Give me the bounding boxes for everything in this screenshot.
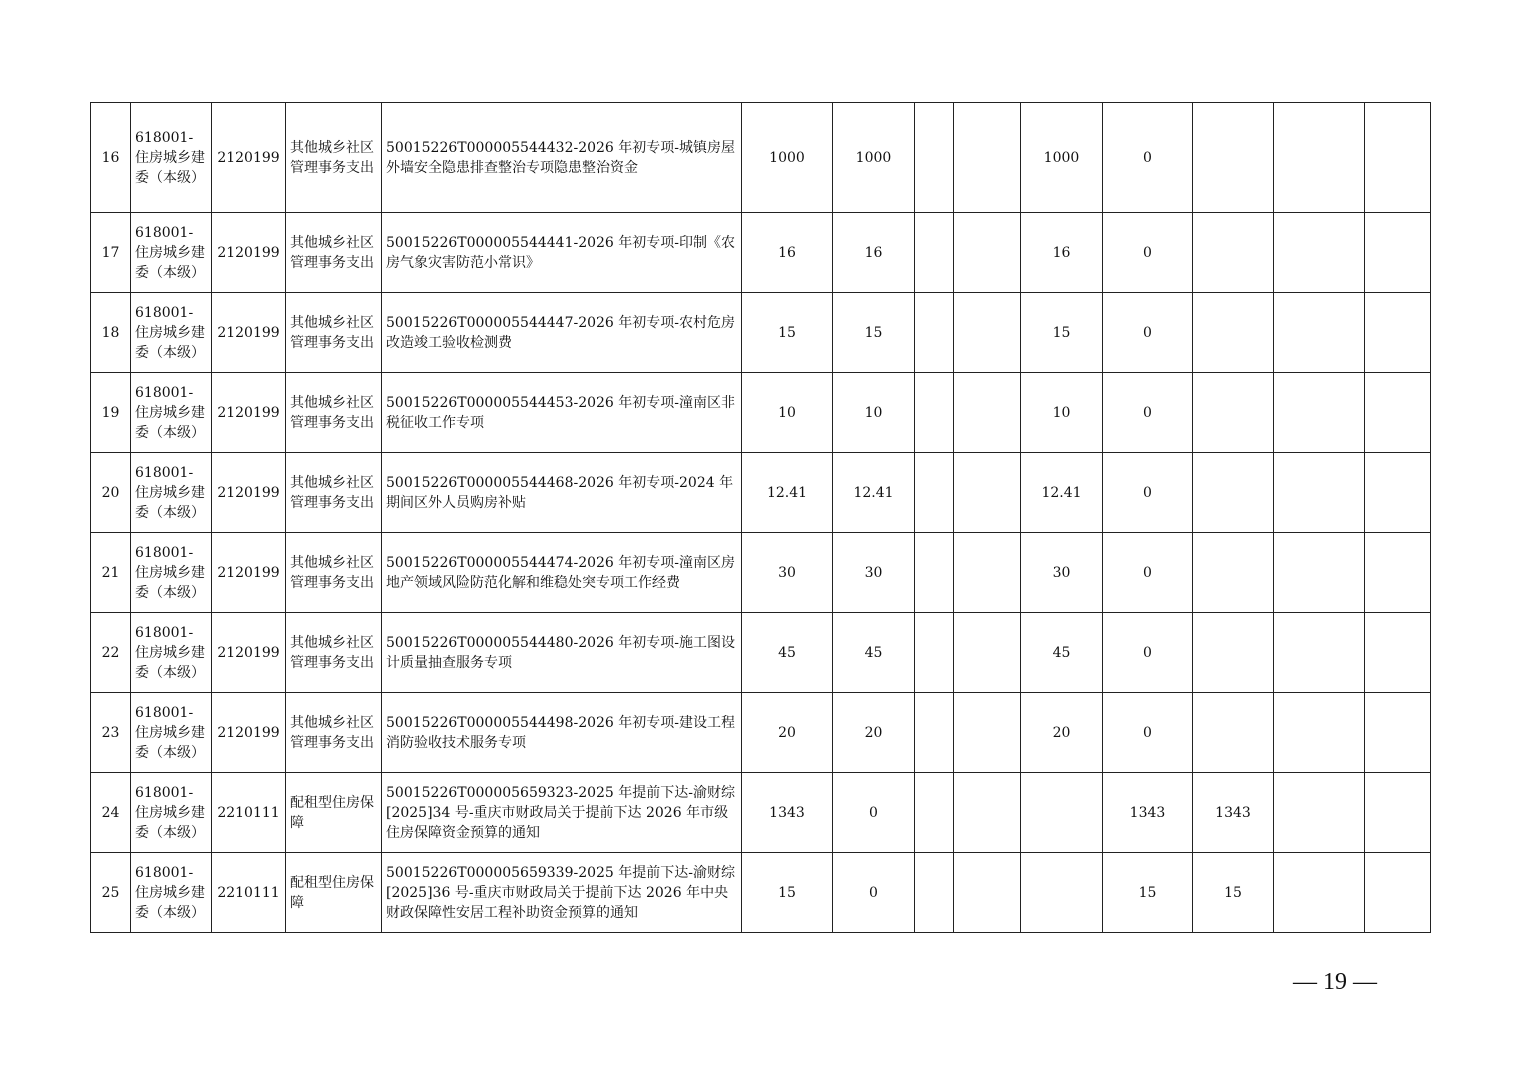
- table-row: [91, 213, 1431, 293]
- amount-cell-5: 10: [1021, 373, 1103, 453]
- amount-cell-9: [1365, 853, 1431, 933]
- amount-cell-5: 16: [1021, 213, 1103, 293]
- table-row: [91, 103, 1431, 213]
- table-row: [91, 293, 1431, 373]
- amount-cell-2: 15: [833, 293, 915, 373]
- amount-cell-7: [1193, 103, 1274, 213]
- subject-code-cell: 2120199: [212, 213, 286, 293]
- amount-cell-5: 15: [1021, 293, 1103, 373]
- amount-cell-2: 20: [833, 693, 915, 773]
- amount-cell-6: 0: [1103, 373, 1193, 453]
- table-row: [91, 853, 1431, 933]
- amount-cell-1: 10: [742, 373, 833, 453]
- amount-cell-2: 0: [833, 773, 915, 853]
- amount-cell-7: 1343: [1193, 773, 1274, 853]
- subject-name-cell: 其他城乡社区管理事务支出: [286, 213, 382, 293]
- amount-cell-6: 0: [1103, 693, 1193, 773]
- amount-cell-4: [954, 103, 1021, 213]
- amount-cell-1: 16: [742, 213, 833, 293]
- table-row: [91, 693, 1431, 773]
- amount-cell-8: [1274, 293, 1365, 373]
- project-name-cell: 50015226T000005659323-2025 年提前下达-渝财综[2025]34 号-重庆市财政局关于提前下达 2026 年市级住房保障资金预算的通知: [382, 773, 742, 853]
- amount-cell-9: [1365, 293, 1431, 373]
- amount-cell-9: [1365, 103, 1431, 213]
- amount-cell-8: [1274, 693, 1365, 773]
- amount-cell-6: 15: [1103, 853, 1193, 933]
- amount-cell-9: [1365, 373, 1431, 453]
- amount-cell-1: 45: [742, 613, 833, 693]
- amount-cell-9: [1365, 213, 1431, 293]
- amount-cell-1: 1343: [742, 773, 833, 853]
- amount-cell-6: 0: [1103, 613, 1193, 693]
- amount-cell-7: [1193, 293, 1274, 373]
- amount-cell-4: [954, 853, 1021, 933]
- unit-cell: 618001-住房城乡建委（本级）: [131, 293, 212, 373]
- amount-cell-7: [1193, 373, 1274, 453]
- amount-cell-3: [915, 613, 954, 693]
- project-name-cell: 50015226T000005544441-2026 年初专项-印制《农房气象灾害防范小常识》: [382, 213, 742, 293]
- subject-name-cell: 其他城乡社区管理事务支出: [286, 533, 382, 613]
- table-row: [91, 453, 1431, 533]
- amount-cell-1: 12.41: [742, 453, 833, 533]
- project-name-cell: 50015226T000005544480-2026 年初专项-施工图设计质量抽查服务专项: [382, 613, 742, 693]
- amount-cell-9: [1365, 773, 1431, 853]
- amount-cell-7: [1193, 533, 1274, 613]
- subject-name-cell: 其他城乡社区管理事务支出: [286, 293, 382, 373]
- row-number-cell: 17: [91, 213, 131, 293]
- subject-code-cell: 2210111: [212, 773, 286, 853]
- subject-code-cell: 2120199: [212, 103, 286, 213]
- project-name-cell: 50015226T000005544474-2026 年初专项-潼南区房地产领域风险防范化解和维稳处突专项工作经费: [382, 533, 742, 613]
- amount-cell-4: [954, 373, 1021, 453]
- unit-cell: 618001-住房城乡建委（本级）: [131, 453, 212, 533]
- subject-name-cell: 其他城乡社区管理事务支出: [286, 103, 382, 213]
- unit-cell: 618001-住房城乡建委（本级）: [131, 213, 212, 293]
- unit-cell: 618001-住房城乡建委（本级）: [131, 613, 212, 693]
- amount-cell-5: 20: [1021, 693, 1103, 773]
- budget-table: [90, 102, 1431, 933]
- row-number-cell: 22: [91, 613, 131, 693]
- amount-cell-7: 15: [1193, 853, 1274, 933]
- subject-code-cell: 2120199: [212, 533, 286, 613]
- amount-cell-9: [1365, 453, 1431, 533]
- amount-cell-2: 45: [833, 613, 915, 693]
- amount-cell-7: [1193, 613, 1274, 693]
- project-name-cell: 50015226T000005544468-2026 年初专项-2024 年期间区外人员购房补贴: [382, 453, 742, 533]
- unit-cell: 618001-住房城乡建委（本级）: [131, 533, 212, 613]
- amount-cell-3: [915, 373, 954, 453]
- table-body: [91, 103, 1431, 933]
- row-number-cell: 25: [91, 853, 131, 933]
- row-number-cell: 18: [91, 293, 131, 373]
- amount-cell-4: [954, 773, 1021, 853]
- amount-cell-6: 0: [1103, 213, 1193, 293]
- amount-cell-2: 16: [833, 213, 915, 293]
- unit-cell: 618001-住房城乡建委（本级）: [131, 773, 212, 853]
- amount-cell-8: [1274, 613, 1365, 693]
- amount-cell-9: [1365, 693, 1431, 773]
- amount-cell-4: [954, 213, 1021, 293]
- subject-name-cell: 其他城乡社区管理事务支出: [286, 693, 382, 773]
- amount-cell-7: [1193, 453, 1274, 533]
- amount-cell-5: [1021, 773, 1103, 853]
- amount-cell-3: [915, 693, 954, 773]
- amount-cell-2: 1000: [833, 103, 915, 213]
- project-name-cell: 50015226T000005659339-2025 年提前下达-渝财综[2025]36 号-重庆市财政局关于提前下达 2026 年中央财政保障性安居工程补助资金预算的通知: [382, 853, 742, 933]
- subject-name-cell: 配租型住房保障: [286, 853, 382, 933]
- amount-cell-8: [1274, 773, 1365, 853]
- subject-code-cell: 2120199: [212, 293, 286, 373]
- subject-code-cell: 2120199: [212, 693, 286, 773]
- table-row: [91, 533, 1431, 613]
- amount-cell-5: 1000: [1021, 103, 1103, 213]
- project-name-cell: 50015226T000005544447-2026 年初专项-农村危房改造竣工验收检测费: [382, 293, 742, 373]
- subject-code-cell: 2210111: [212, 853, 286, 933]
- amount-cell-7: [1193, 693, 1274, 773]
- table-row: [91, 613, 1431, 693]
- amount-cell-2: 30: [833, 533, 915, 613]
- amount-cell-6: 0: [1103, 293, 1193, 373]
- unit-cell: 618001-住房城乡建委（本级）: [131, 693, 212, 773]
- amount-cell-9: [1365, 613, 1431, 693]
- amount-cell-4: [954, 453, 1021, 533]
- row-number-cell: 19: [91, 373, 131, 453]
- amount-cell-6: 0: [1103, 533, 1193, 613]
- amount-cell-6: 0: [1103, 103, 1193, 213]
- unit-cell: 618001-住房城乡建委（本级）: [131, 103, 212, 213]
- row-number-cell: 16: [91, 103, 131, 213]
- table-row: [91, 773, 1431, 853]
- subject-code-cell: 2120199: [212, 373, 286, 453]
- amount-cell-3: [915, 293, 954, 373]
- row-number-cell: 24: [91, 773, 131, 853]
- amount-cell-3: [915, 103, 954, 213]
- project-name-cell: 50015226T000005544453-2026 年初专项-潼南区非税征收工作专项: [382, 373, 742, 453]
- project-name-cell: 50015226T000005544432-2026 年初专项-城镇房屋外墙安全隐患排查整治专项隐患整治资金: [382, 103, 742, 213]
- unit-cell: 618001-住房城乡建委（本级）: [131, 853, 212, 933]
- amount-cell-2: 0: [833, 853, 915, 933]
- amount-cell-8: [1274, 453, 1365, 533]
- subject-name-cell: 配租型住房保障: [286, 773, 382, 853]
- amount-cell-6: 1343: [1103, 773, 1193, 853]
- table-row: [91, 373, 1431, 453]
- amount-cell-5: 30: [1021, 533, 1103, 613]
- amount-cell-2: 12.41: [833, 453, 915, 533]
- subject-code-cell: 2120199: [212, 613, 286, 693]
- amount-cell-1: 15: [742, 293, 833, 373]
- subject-name-cell: 其他城乡社区管理事务支出: [286, 453, 382, 533]
- amount-cell-3: [915, 853, 954, 933]
- amount-cell-8: [1274, 533, 1365, 613]
- amount-cell-3: [915, 453, 954, 533]
- amount-cell-8: [1274, 213, 1365, 293]
- amount-cell-3: [915, 213, 954, 293]
- amount-cell-5: [1021, 853, 1103, 933]
- row-number-cell: 21: [91, 533, 131, 613]
- amount-cell-3: [915, 773, 954, 853]
- amount-cell-9: [1365, 533, 1431, 613]
- subject-name-cell: 其他城乡社区管理事务支出: [286, 373, 382, 453]
- row-number-cell: 20: [91, 453, 131, 533]
- amount-cell-1: 30: [742, 533, 833, 613]
- amount-cell-7: [1193, 213, 1274, 293]
- amount-cell-8: [1274, 373, 1365, 453]
- project-name-cell: 50015226T000005544498-2026 年初专项-建设工程消防验收技术服务专项: [382, 693, 742, 773]
- amount-cell-1: 15: [742, 853, 833, 933]
- row-number-cell: 23: [91, 693, 131, 773]
- amount-cell-8: [1274, 103, 1365, 213]
- amount-cell-4: [954, 293, 1021, 373]
- amount-cell-3: [915, 533, 954, 613]
- subject-name-cell: 其他城乡社区管理事务支出: [286, 613, 382, 693]
- subject-code-cell: 2120199: [212, 453, 286, 533]
- page-number: — 19 —: [1293, 969, 1377, 995]
- amount-cell-2: 10: [833, 373, 915, 453]
- amount-cell-1: 20: [742, 693, 833, 773]
- amount-cell-4: [954, 533, 1021, 613]
- amount-cell-6: 0: [1103, 453, 1193, 533]
- amount-cell-5: 12.41: [1021, 453, 1103, 533]
- amount-cell-5: 45: [1021, 613, 1103, 693]
- amount-cell-1: 1000: [742, 103, 833, 213]
- unit-cell: 618001-住房城乡建委（本级）: [131, 373, 212, 453]
- amount-cell-4: [954, 693, 1021, 773]
- amount-cell-8: [1274, 853, 1365, 933]
- amount-cell-4: [954, 613, 1021, 693]
